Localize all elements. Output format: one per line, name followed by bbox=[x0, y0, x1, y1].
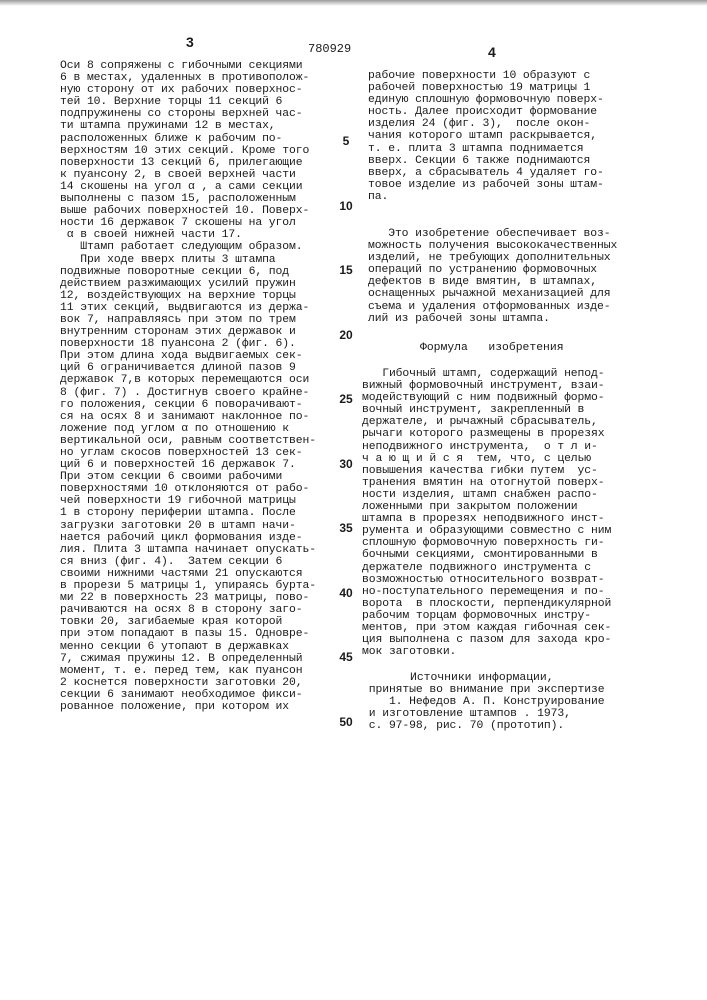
text-line: подвижные поворотные секции 6, под bbox=[60, 266, 316, 278]
text-line: го положения, секции 6 поворачивают- bbox=[60, 399, 316, 411]
text-line: державок 7,в которых перемещаются оси bbox=[60, 374, 316, 386]
text-line: изделий, не требующих дополнительных bbox=[368, 252, 617, 264]
text-line: неподвижного инструмента, о т л и- bbox=[362, 441, 611, 453]
claims-text bbox=[362, 368, 611, 658]
text-line: ворота в плоскости, перпендикулярной bbox=[362, 598, 611, 610]
text-line: съема и удаления отформованных изде- bbox=[368, 301, 617, 313]
right-paragraph-2 bbox=[368, 228, 617, 325]
text-line: ности изделия, штамп снабжен распо- bbox=[362, 489, 611, 501]
text-line: 8 (фиг. 7) . Достигнув своего крайне- bbox=[60, 387, 316, 399]
text-line: товое изделие из рабочей зоны штам- bbox=[368, 179, 604, 191]
text-line: т. е. плита 3 штампа поднимается bbox=[368, 143, 604, 155]
text-line: поверхности 13 секций 6, прилегающие bbox=[60, 157, 316, 169]
text-line: α в своей нижней части 17. bbox=[60, 229, 316, 241]
text-line: ч а ю щ и й с я тем, что, с целью bbox=[362, 453, 611, 465]
text-line: Это изобретение обеспечивает воз- bbox=[368, 228, 617, 240]
text-line: ную сторону от их рабочих поверхнос- bbox=[60, 84, 316, 96]
text-line: бочными секциями, смонтированными в bbox=[362, 549, 611, 561]
text-line: транения вмятин на отогнутой поверх- bbox=[362, 477, 611, 489]
text-line: При этом длина хода выдвигаемых сек- bbox=[60, 350, 316, 362]
text-line: ти штампа пружинами 12 в местах, bbox=[60, 120, 316, 132]
text-line: рачиваются на осях 8 в сторону заго- bbox=[60, 604, 316, 616]
claims-heading: Формула изобретения bbox=[420, 342, 564, 354]
text-line: при этом попадают в пазы 15. Одновре- bbox=[60, 628, 316, 640]
text-line: держателе подвижного инструмента с bbox=[362, 562, 611, 574]
page-number-right: 4 bbox=[488, 44, 496, 60]
line-number: 25 bbox=[336, 392, 356, 406]
text-line: действием разжимающих усилий пружин bbox=[60, 278, 316, 290]
text-line: ций 6 и поверхностей 16 державок 7. bbox=[60, 459, 316, 471]
text-line: рабочие поверхности 10 образуют с bbox=[368, 70, 604, 82]
text-line: ций 6 ограничивается длиной пазов 9 bbox=[60, 362, 316, 374]
text-line: но углам скосов поверхностей 13 сек- bbox=[60, 447, 316, 459]
text-line: 1. Нефедов А. П. Конструирование bbox=[362, 696, 604, 708]
text-line: оснащенных рычажной механизацией для bbox=[368, 288, 617, 300]
text-line: ми 22 в поверхность 23 матрицы, пово- bbox=[60, 592, 316, 604]
sources-heading: Источники информации, bbox=[410, 672, 554, 684]
scan-edge bbox=[0, 0, 707, 6]
text-line: выполнены с пазом 15, расположенным bbox=[60, 193, 316, 205]
text-line: ся вниз (фиг. 4). Затем секции 6 bbox=[60, 556, 316, 568]
text-line: возможностью относительного возврат- bbox=[362, 574, 611, 586]
text-line: ция выполнена с пазом для захода кро- bbox=[362, 634, 611, 646]
text-line: дефектов в виде вмятин, в штампах, bbox=[368, 276, 617, 288]
text-line: но-поступательного перемещения и по- bbox=[362, 586, 611, 598]
text-line: к пуансону 2, в своей верхней части bbox=[60, 169, 316, 181]
text-line: секции 6 занимают необходимое фикси- bbox=[60, 689, 316, 701]
text-line: 12, воздействующих на верхние торцы bbox=[60, 290, 316, 302]
right-paragraph-1 bbox=[368, 70, 604, 203]
line-number: 35 bbox=[336, 521, 356, 535]
text-line: Гибочный штамп, содержащий непод- bbox=[362, 368, 611, 380]
text-line: ся на осях 8 и занимают наклонное по- bbox=[60, 411, 316, 423]
text-line: ложение под углом α по отношению к bbox=[60, 423, 316, 435]
text-line: подпружинены со стороны верхней час- bbox=[60, 108, 316, 120]
text-line: менно секции 6 утопают в державках bbox=[60, 641, 316, 653]
text-line: ность. Далее происходит формование bbox=[368, 106, 604, 118]
text-line: мок заготовки. bbox=[362, 646, 611, 658]
text-line: рычаги которого размещены в прорезях bbox=[362, 428, 611, 440]
page-number-left: 3 bbox=[186, 34, 194, 50]
text-line: единую сплошную формовочную поверх- bbox=[368, 94, 604, 106]
line-number: 20 bbox=[336, 328, 356, 342]
text-line: При ходе вверх плиты 3 штампа bbox=[60, 254, 316, 266]
text-line: верхностям 10 этих секций. Кроме того bbox=[60, 145, 316, 157]
text-line: внутренним сторонам этих державок и bbox=[60, 326, 316, 338]
text-line: вочный инструмент, закрепленный в bbox=[362, 404, 611, 416]
text-line: штампа в прорезях неподвижного инст- bbox=[362, 513, 611, 525]
line-number: 40 bbox=[336, 586, 356, 600]
text-line: 11 этих секций, выдвигаются из держа- bbox=[60, 302, 316, 314]
text-line: па. bbox=[368, 191, 604, 203]
text-line: модействующий с ним подвижный формо- bbox=[362, 392, 611, 404]
line-number: 15 bbox=[336, 263, 356, 277]
text-line: можность получения высококачественных bbox=[368, 240, 617, 252]
text-line: момент, т. е. перед тем, как пуансон bbox=[60, 665, 316, 677]
text-line: рабочим торцам формовочных инстру- bbox=[362, 610, 611, 622]
line-number: 45 bbox=[336, 650, 356, 664]
text-line: своими нижними частями 21 опускаются bbox=[60, 568, 316, 580]
text-line: нается рабочий цикл формования изде- bbox=[60, 532, 316, 544]
text-line: 7, сжимая пружины 12. В определенный bbox=[60, 653, 316, 665]
text-line: и изготовление штампов . 1973, bbox=[362, 708, 604, 720]
text-line: ложенными при закрытом положении bbox=[362, 501, 611, 513]
text-line: рованное положение, при котором их bbox=[60, 701, 316, 713]
text-line: держателе, и рычажный сбрасыватель, bbox=[362, 416, 611, 428]
text-line: 6 в местах, удаленных в противополож- bbox=[60, 72, 316, 84]
line-number: 30 bbox=[336, 457, 356, 471]
text-line: Штамп работает следующим образом. bbox=[60, 241, 316, 253]
text-line: поверхностями 10 отклоняются от рабо- bbox=[60, 483, 316, 495]
text-line: повышения качества гибки путем ус- bbox=[362, 465, 611, 477]
text-line: чания которого штамп раскрывается, bbox=[368, 130, 604, 142]
text-line: в прорези 5 матрицы 1, упираясь бурта- bbox=[60, 580, 316, 592]
sources-list bbox=[362, 684, 604, 732]
text-line: 2 коснется поверхности заготовки 20, bbox=[60, 677, 316, 689]
text-line: вверх, а сбрасыватель 4 удаляет го- bbox=[368, 167, 604, 179]
text-line: принятые во внимание при экспертизе bbox=[362, 684, 604, 696]
text-line: лия. Плита 3 штампа начинает опускать- bbox=[60, 544, 316, 556]
text-line: вок 7, направляясь при этом по трем bbox=[60, 314, 316, 326]
text-line: операций по устранению формовочных bbox=[368, 264, 617, 276]
text-line: с. 97-98, рис. 70 (прототип). bbox=[362, 720, 604, 732]
text-line: ности 16 державок 7 скошены на угол bbox=[60, 217, 316, 229]
left-column bbox=[60, 60, 316, 713]
text-line: 1 в сторону периферии штампа. После bbox=[60, 507, 316, 519]
line-number: 5 bbox=[336, 134, 356, 148]
text-line: вверх. Секции 6 также поднимаются bbox=[368, 155, 604, 167]
text-line: вижный формовочный инструмент, взаи- bbox=[362, 380, 611, 392]
text-line: ментов, при этом каждая гибочная сек- bbox=[362, 622, 611, 634]
text-line: сплошную формовочную поверхность ги- bbox=[362, 537, 611, 549]
text-line: румента и образующими совместно с ним bbox=[362, 525, 611, 537]
text-line: изделия 24 (фиг. 3), после окон- bbox=[368, 118, 604, 130]
text-line: расположенных ближе к рабочим по- bbox=[60, 133, 316, 145]
text-line: поверхности 18 пуансона 2 (фиг. 6). bbox=[60, 338, 316, 350]
text-line: выше рабочих поверхностей 10. Поверх- bbox=[60, 205, 316, 217]
text-line: тей 10. Верхние торцы 11 секций 6 bbox=[60, 96, 316, 108]
text-line: рабочей поверхностью 19 матрицы 1 bbox=[368, 82, 604, 94]
text-line: Оси 8 сопряжены с гибочными секциями bbox=[60, 60, 316, 72]
text-line: загрузки заготовки 20 в штамп начи- bbox=[60, 520, 316, 532]
line-number: 50 bbox=[336, 715, 356, 729]
text-line: вертикальной оси, равным соответствен- bbox=[60, 435, 316, 447]
text-line: 14 скошены на угол α , а сами секции bbox=[60, 181, 316, 193]
text-line: товки 20, загибаемые края которой bbox=[60, 616, 316, 628]
text-line: При этом секции 6 своими рабочими bbox=[60, 471, 316, 483]
line-number: 10 bbox=[336, 199, 356, 213]
patent-number: 780929 bbox=[308, 42, 351, 56]
text-line: чей поверхности 19 гибочной матрицы bbox=[60, 495, 316, 507]
text-line: лий из рабочей зоны штампа. bbox=[368, 313, 617, 325]
